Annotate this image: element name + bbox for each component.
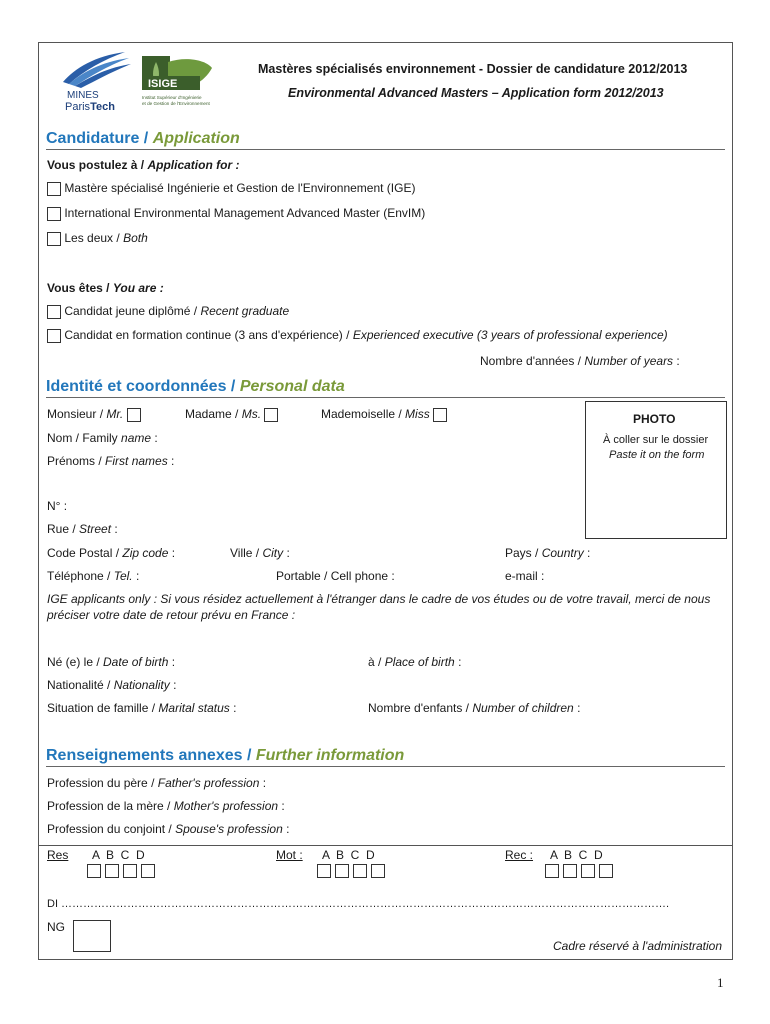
isige-logo	[142, 56, 214, 108]
header-title-fr: Mastères spécialisés environnement - Dossier de candidature 2012/2013	[258, 62, 688, 76]
checkbox[interactable]	[123, 864, 137, 878]
ige-note-line1: IGE applicants only : Si vous résidez actuellement à l'étranger dans le cadre de vos études ou de votre travail, merci de nous	[47, 592, 711, 606]
admin-rule	[38, 845, 733, 846]
title-mr[interactable]: Monsieur / Mr.	[47, 407, 141, 422]
logo-isige-sub1: Institut Supérieur d'Ingénierie	[142, 95, 202, 100]
photo-instruction-fr: À coller sur le dossier	[603, 434, 709, 446]
checkbox[interactable]	[264, 408, 278, 422]
admin-mot-label: Mot :	[276, 848, 303, 862]
email-field[interactable]: e-mail :	[505, 569, 545, 583]
status-executive[interactable]	[47, 328, 668, 343]
status-graduate-label: Candidat jeune diplômé / Recent graduate	[64, 304, 290, 318]
checkbox[interactable]	[87, 864, 101, 878]
checkbox[interactable]	[47, 207, 61, 221]
option-ige[interactable]	[47, 181, 415, 196]
zip-code-field[interactable]: Code Postal / Zip code :	[47, 546, 176, 560]
checkbox[interactable]	[433, 408, 447, 422]
street-field[interactable]: Rue / Street :	[47, 522, 118, 536]
checkbox[interactable]	[335, 864, 349, 878]
status-graduate[interactable]	[47, 304, 289, 319]
children-field[interactable]: Nombre d'enfants / Number of children :	[368, 701, 581, 715]
you-are-label: Vous êtes / You are :	[47, 281, 164, 295]
admin-ng-box[interactable]	[73, 920, 111, 952]
admin-di-line[interactable]: DI ………………………………………………………………………………………………………………………………………………….	[47, 898, 670, 910]
mines-paristech-logo	[55, 48, 135, 112]
checkbox[interactable]	[47, 232, 61, 246]
page-number: 1	[717, 975, 724, 990]
option-ige-label: Mastère spécialisé Ingénierie et Gestion de l'Environnement (IGE)	[64, 181, 416, 195]
checkbox[interactable]	[127, 408, 141, 422]
first-names-field[interactable]: Prénoms / First names :	[47, 454, 175, 468]
option-envim[interactable]	[47, 206, 425, 221]
logo-mines-text2: Paris	[65, 101, 91, 112]
checkbox[interactable]	[47, 305, 61, 319]
checkbox[interactable]	[353, 864, 367, 878]
option-envim-label: International Environmental Management Advanced Master (EnvIM)	[64, 206, 426, 220]
photo-label: PHOTO	[633, 412, 676, 426]
admin-rec-boxes[interactable]	[545, 864, 613, 878]
admin-reserved-label: Cadre réservé à l'administration	[553, 939, 723, 953]
checkbox[interactable]	[141, 864, 155, 878]
apply-for-label: Vous postulez à / Application for :	[47, 158, 240, 172]
admin-res-boxes[interactable]	[87, 864, 155, 878]
checkbox[interactable]	[545, 864, 559, 878]
family-name-field[interactable]: Nom / Family name :	[47, 431, 158, 445]
checkbox[interactable]	[371, 864, 385, 878]
country-field[interactable]: Pays / Country :	[505, 546, 591, 560]
street-number-field[interactable]: N° :	[47, 499, 68, 513]
birth-place-field[interactable]: à / Place of birth :	[368, 655, 462, 669]
phone-field[interactable]: Téléphone / Tel. :	[47, 569, 140, 583]
option-both-label: Les deux / Both	[64, 231, 148, 245]
header-title-en: Environmental Advanced Masters – Application form 2012/2013	[288, 86, 664, 100]
ige-note-line2: préciser votre date de retour prévu en France :	[47, 608, 296, 622]
section-further-title: Renseignements annexes / Further information	[46, 747, 405, 764]
admin-ng-label: NG	[47, 920, 65, 934]
logo-isige-text: ISIGE	[148, 78, 178, 90]
birth-date-field[interactable]: Né (e) le / Date of birth :	[47, 655, 176, 669]
father-profession-field[interactable]: Profession du père / Father's profession :	[47, 776, 267, 790]
nationality-field[interactable]: Nationalité / Nationality :	[47, 678, 177, 692]
section-rule	[46, 766, 725, 767]
checkbox[interactable]	[105, 864, 119, 878]
admin-mot-boxes[interactable]	[317, 864, 385, 878]
title-ms[interactable]: Madame / Ms.	[185, 407, 278, 422]
logo-mines-text1: MINES	[67, 90, 99, 101]
section-rule	[46, 397, 725, 398]
admin-rec-grades: A B C D	[550, 848, 603, 862]
admin-res-label: Res	[47, 848, 69, 862]
svg-text:ParisTech	[65, 101, 115, 112]
mobile-field[interactable]: Portable / Cell phone :	[276, 569, 395, 583]
checkbox[interactable]	[581, 864, 595, 878]
city-field[interactable]: Ville / City :	[230, 546, 290, 560]
checkbox[interactable]	[563, 864, 577, 878]
checkbox[interactable]	[47, 182, 61, 196]
option-both[interactable]	[47, 231, 148, 246]
photo-instruction-en: Paste it on the form	[609, 449, 705, 461]
admin-mot-grades: A B C D	[322, 848, 375, 862]
logo-mines-text3: Tech	[90, 101, 115, 112]
admin-rec-label: Rec :	[505, 848, 534, 862]
checkbox[interactable]	[599, 864, 613, 878]
checkbox[interactable]	[47, 329, 61, 343]
section-rule	[46, 149, 725, 150]
title-miss[interactable]: Mademoiselle / Miss	[321, 407, 447, 422]
mother-profession-field[interactable]: Profession de la mère / Mother's profession :	[47, 799, 285, 813]
spouse-profession-field[interactable]: Profession du conjoint / Spouse's profession :	[47, 822, 290, 836]
section-candidature-title: Candidature / Application	[46, 130, 240, 147]
years-label: Nombre d'années / Number of years :	[480, 354, 680, 368]
admin-res-grades: A B C D	[92, 848, 145, 862]
status-executive-label: Candidat en formation continue (3 ans d'expérience) / Experienced executive (3 years of professional experience)	[64, 328, 668, 342]
marital-status-field[interactable]: Situation de famille / Marital status :	[47, 701, 237, 715]
section-identity-title: Identité et coordonnées / Personal data	[46, 378, 345, 395]
logo-isige-sub2: et de Gestion de l'Environnement	[142, 101, 210, 106]
checkbox[interactable]	[317, 864, 331, 878]
